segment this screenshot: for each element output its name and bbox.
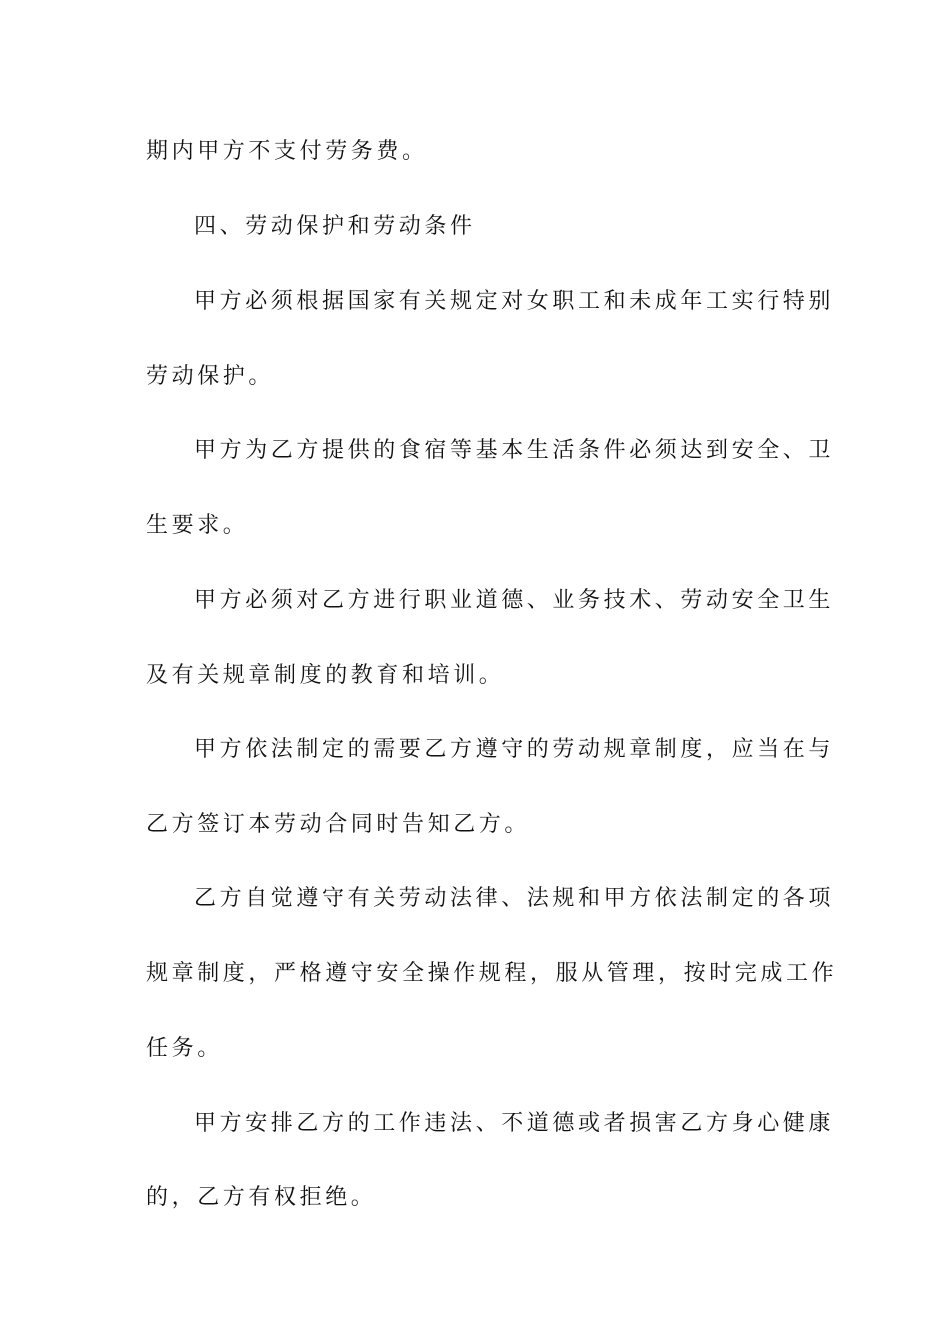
paragraph-5-line-2: 规章制度，严格遵守安全操作规程，服从管理，按时完成工作	[146, 961, 838, 986]
paragraph-2-line-2: 生要求。	[146, 513, 249, 538]
section-heading: 四、劳动保护和劳动条件	[194, 214, 476, 239]
paragraph-6-line-2: 的，乙方有权拒绝。	[146, 1185, 377, 1210]
paragraph-5-line-3: 任务。	[146, 1036, 223, 1061]
paragraph-3-line-1: 甲方必须对乙方进行职业道德、业务技术、劳动安全卫生	[194, 588, 835, 613]
paragraph-1-line-2: 劳动保护。	[146, 364, 275, 389]
paragraph-1-line-1: 甲方必须根据国家有关规定对女职工和未成年工实行特别	[194, 289, 835, 314]
paragraph-4-line-1: 甲方依法制定的需要乙方遵守的劳动规章制度，应当在与	[194, 737, 835, 762]
paragraph-5-line-1: 乙方自觉遵守有关劳动法律、法规和甲方依法制定的各项	[194, 886, 835, 911]
paragraph-2-line-1: 甲方为乙方提供的食宿等基本生活条件必须达到安全、卫	[194, 438, 835, 463]
text-line-1: 期内甲方不支付劳务费。	[146, 139, 428, 164]
paragraph-4-line-2: 乙方签订本劳动合同时告知乙方。	[146, 812, 531, 837]
paragraph-6-line-1: 甲方安排乙方的工作违法、不道德或者损害乙方身心健康	[194, 1111, 835, 1136]
paragraph-3-line-2: 及有关规章制度的教育和培训。	[146, 663, 505, 688]
